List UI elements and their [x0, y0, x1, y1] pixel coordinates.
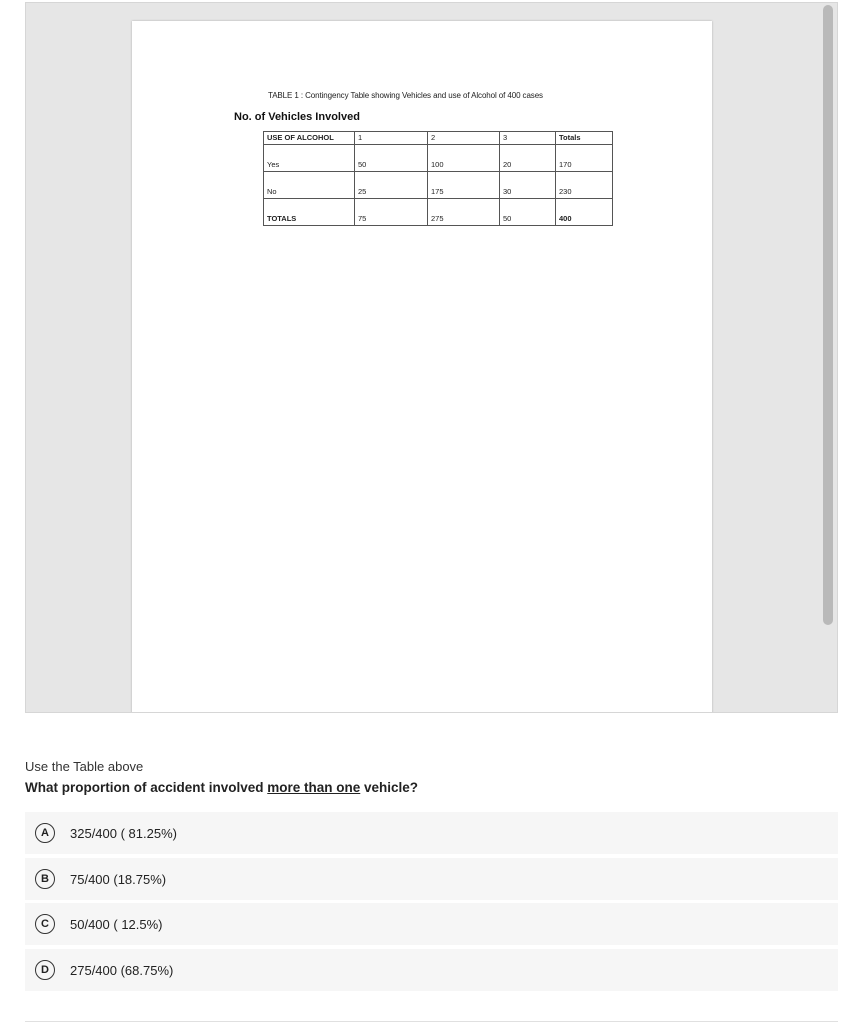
table-heading: No. of Vehicles Involved: [234, 111, 360, 123]
answer-option-d[interactable]: [25, 949, 838, 991]
divider: [25, 1021, 838, 1022]
table-cell: 100: [428, 145, 500, 172]
header-cell: Totals: [556, 132, 613, 145]
table-cell: 170: [556, 145, 613, 172]
question-text-start: What proportion of accident involved: [25, 780, 268, 795]
document-page: [132, 21, 712, 713]
answer-option-b[interactable]: [25, 858, 838, 900]
answer-option-c[interactable]: [25, 903, 838, 945]
option-letter-badge: A: [35, 823, 55, 843]
option-label: 275/400 (68.75%): [70, 962, 174, 978]
table-row: [264, 199, 613, 226]
table-cell: 175: [428, 172, 500, 199]
table-cell: 230: [556, 172, 613, 199]
answer-option-a[interactable]: [25, 812, 838, 854]
option-label: 75/400 (18.75%): [70, 871, 167, 887]
table-row: [264, 172, 613, 199]
question-text: [25, 780, 418, 795]
table-cell: 75: [355, 199, 428, 226]
table-cell: 400: [556, 199, 613, 226]
question-text-end: vehicle?: [360, 780, 419, 795]
option-letter-badge: C: [35, 914, 55, 934]
table-row: [264, 145, 613, 172]
table-cell: TOTALS: [264, 199, 355, 226]
table-cell: 50: [500, 199, 556, 226]
document-viewer[interactable]: [25, 2, 838, 713]
table-cell: 20: [500, 145, 556, 172]
table-cell: Yes: [264, 145, 355, 172]
header-cell: 1: [355, 132, 428, 145]
table-caption: TABLE 1 : Contingency Table showing Vehicles and use of Alcohol of 400 cases: [268, 91, 543, 100]
table-cell: 25: [355, 172, 428, 199]
header-cell: 3: [500, 132, 556, 145]
table-header-row: [264, 132, 613, 145]
contingency-table: [263, 131, 613, 226]
option-label: 50/400 ( 12.5%): [70, 916, 163, 932]
question-text-underlined: more than one: [267, 780, 361, 795]
viewer-scrollbar[interactable]: [819, 3, 837, 712]
header-cell: USE OF ALCOHOL: [264, 132, 355, 145]
table-cell: 50: [355, 145, 428, 172]
header-cell: 2: [428, 132, 500, 145]
option-letter-badge: B: [35, 869, 55, 889]
table-cell: 275: [428, 199, 500, 226]
option-letter-badge: D: [35, 960, 55, 980]
scrollbar-thumb[interactable]: [823, 5, 833, 625]
question-intro: Use the Table above: [25, 759, 144, 774]
table-cell: No: [264, 172, 355, 199]
table-cell: 30: [500, 172, 556, 199]
option-label: 325/400 ( 81.25%): [70, 825, 177, 841]
